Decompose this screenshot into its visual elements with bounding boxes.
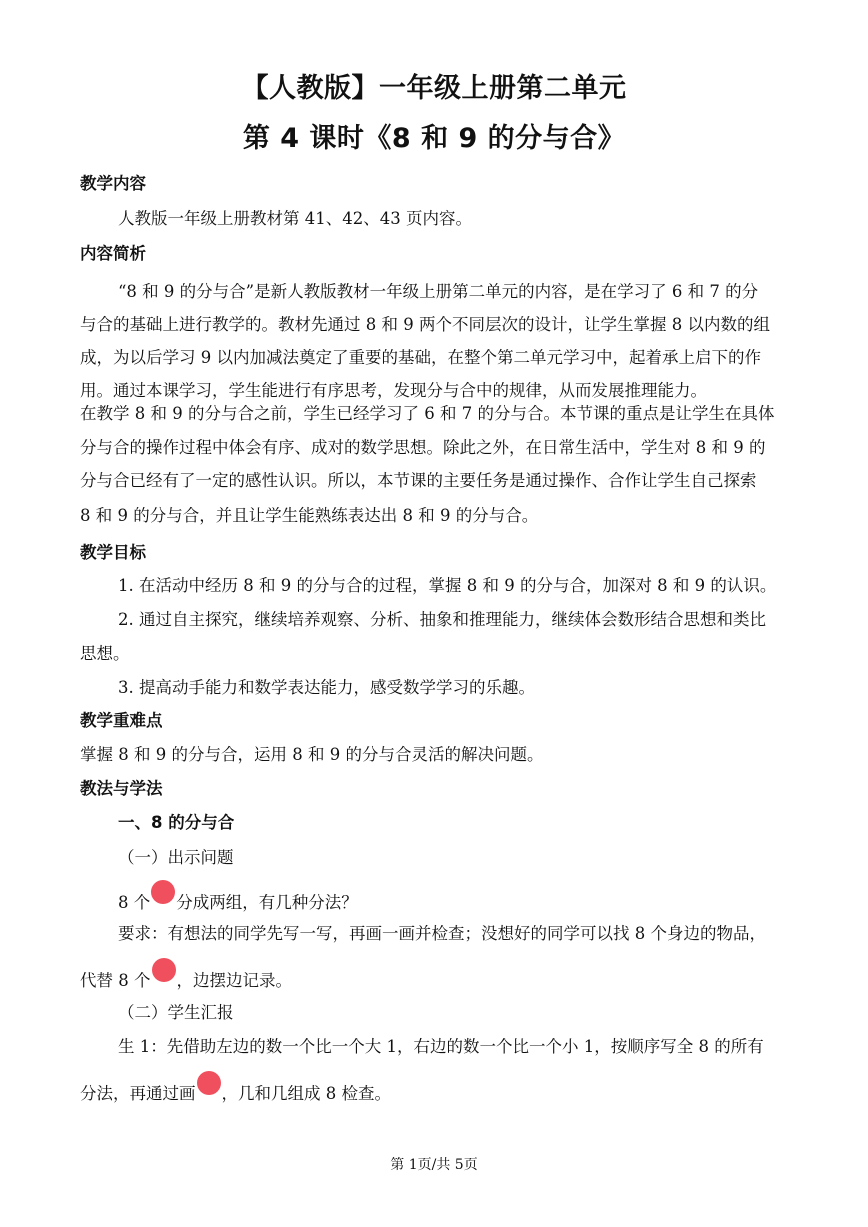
section-heading: 教学内容: [80, 174, 146, 193]
paragraph-line: “8 和 9 的分与合”是新人教版教材一年级上册第二单元的内容，是在学习了 6 和 7 的分: [118, 282, 759, 301]
list-item: 3. 提高动手能力和数学表达能力，感受数学学习的乐趣。: [118, 678, 535, 697]
requirement-line: 要求：有想法的同学先写一写，再画一画并检查；没想好的同学可以找 8 个身边的物品，: [118, 924, 766, 943]
paragraph-line: 与合的基础上进行教学的。教材先通过 8 和 9 两个不同层次的设计，让学生掌握 8 以内数的组: [80, 315, 770, 334]
list-item-continued: 思想。: [80, 644, 130, 663]
paragraph-line: 8 和 9 的分与合，并且让学生能熟练表达出 8 和 9 的分与合。: [80, 506, 539, 525]
question-line: [118, 886, 358, 913]
requirement-line: [80, 964, 292, 991]
requirement-prefix: 代替 8 个: [80, 971, 151, 990]
paragraph-line: 成，为以后学习 9 以内加减法奠定了重要的基础，在整个第二单元学习中，起着承上启下的作: [80, 348, 761, 367]
paragraph-line: 用。通过本课学习，学生能进行有序思考，发现分与合中的规律，从而发展推理能力。: [80, 381, 707, 400]
list-item: 1. 在活动中经历 8 和 9 的分与合的过程，掌握 8 和 9 的分与合，加深对 8 和 9 的认识。: [118, 576, 777, 595]
student-answer-line: 生 1：先借助左边的数一个比一个大 1，右边的数一个比一个小 1，按顺序写全 8 的所有: [118, 1037, 764, 1056]
step-heading: （一）出示问题: [118, 848, 234, 867]
subsection-heading: 一、8 的分与合: [118, 813, 235, 832]
red-dot-icon: [197, 1071, 221, 1095]
answer-suffix: ，几和几组成 8 检查。: [221, 1084, 391, 1103]
paragraph: 掌握 8 和 9 的分与合，运用 8 和 9 的分与合灵活的解决问题。: [80, 745, 544, 764]
question-prefix: 8 个: [118, 893, 151, 912]
page-number-footer: 第 1页/共 5页: [390, 1157, 478, 1173]
paragraph-line: 分与合的操作过程中体会有序、成对的数学思想。除此之外，在日常生活中，学生对 8 和 9 的: [80, 438, 766, 457]
paragraph-line: 分与合已经有了一定的感性认识。所以，本节课的主要任务是通过操作、合作让学生自己探索: [80, 471, 757, 490]
question-suffix: 分成两组，有几种分法？: [176, 893, 358, 912]
red-dot-icon: [152, 958, 176, 982]
paragraph-line: 在教学 8 和 9 的分与合之前，学生已经学习了 6 和 7 的分与合。本节课的重点是让学生在具体: [80, 404, 775, 423]
requirement-suffix: ，边摆边记录。: [176, 971, 292, 990]
section-heading: 教学重难点: [80, 711, 163, 730]
section-heading: 内容简析: [80, 244, 146, 263]
lesson-title: 第 4 课时《8 和 9 的分与合》: [242, 123, 626, 154]
document-title: 【人教版】一年级上册第二单元: [241, 73, 627, 104]
paragraph: 人教版一年级上册教材第 41、42、43 页内容。: [118, 209, 472, 228]
step-heading: （二）学生汇报: [118, 1003, 234, 1022]
red-dot-icon: [151, 880, 175, 904]
list-item: 2. 通过自主探究，继续培养观察、分析、抽象和推理能力，继续体会数形结合思想和类比: [118, 610, 766, 629]
student-answer-line: [80, 1077, 391, 1104]
answer-prefix: 分法，再通过画: [80, 1084, 196, 1103]
section-heading: 教法与学法: [80, 779, 163, 798]
section-heading: 教学目标: [80, 543, 146, 562]
